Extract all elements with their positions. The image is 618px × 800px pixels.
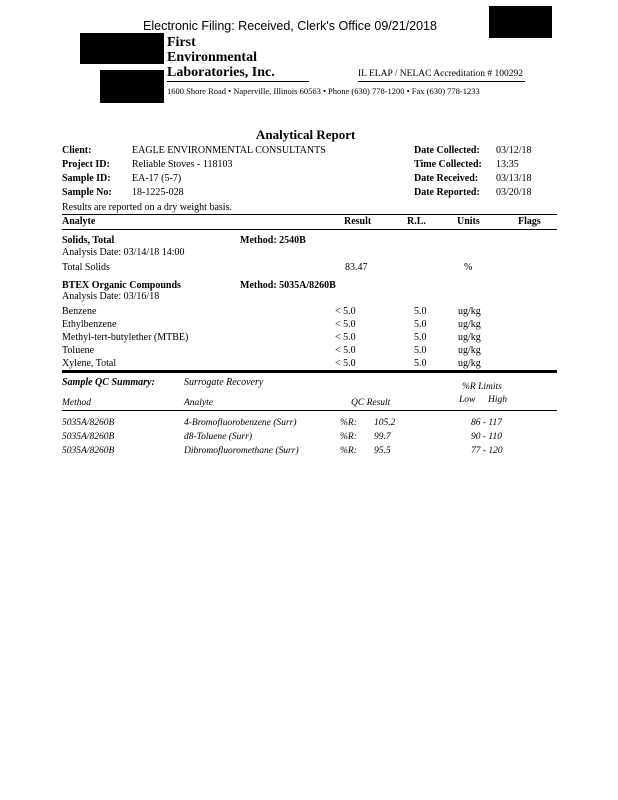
date-received-value: 03/13/18 [496,173,532,184]
lab-name-line1: First [167,35,196,50]
qc-result-header: QC Result [351,398,391,408]
date-received-label: Date Received: [414,173,479,184]
thick-divider [62,370,557,373]
section-title-solids: Solids, Total [62,235,115,246]
redaction-box [489,6,552,38]
redaction-box [100,70,164,103]
qc-row-value: 105.2 [374,418,396,428]
date-collected-label: Date Collected: [414,145,480,156]
time-collected-label: Time Collected: [414,159,482,170]
basis-note: Results are reported on a dry weight basis. [62,202,232,213]
qc-row-limits: 86 - 117 [471,418,502,428]
row-total-solids-units: % [464,262,473,273]
lab-underline [167,81,309,82]
redaction-box [80,33,164,64]
divider [62,410,557,411]
col-header-result: Result [344,216,372,227]
analysis-date-solids: Analysis Date: 03/14/18 14:00 [62,247,185,258]
qc-row-limits: 90 - 110 [471,432,502,442]
limits-low-label: Low [459,395,476,405]
qc-row-pr-label: %R: [340,446,357,456]
section-title-btex: BTEX Organic Compounds [62,280,181,291]
limits-high-label: High [488,395,507,405]
btex-row-name: Toluene [62,345,95,356]
qc-row-analyte: 4-Bromofluorobenzene (Surr) [184,418,297,428]
btex-row-rl: 5.0 [414,306,427,317]
btex-row-units: ug/kg [458,306,481,317]
col-header-rl: R.L. [407,216,426,227]
qc-row-value: 95.5 [374,446,391,456]
btex-row-result: < 5.0 [335,358,356,369]
qc-row-pr-label: %R: [340,432,357,442]
date-reported-label: Date Reported: [414,187,480,198]
sample-no-value: 18-1225-028 [132,187,184,198]
btex-row-name: Xylene, Total [62,358,117,369]
btex-row-result: < 5.0 [335,332,356,343]
client-label: Client: [62,145,92,156]
qc-row-limits: 77 - 120 [471,446,503,456]
qc-analyte-header: Analyte [184,398,214,408]
divider [62,229,557,230]
btex-row-units: ug/kg [458,345,481,356]
lab-name-line2: Environmental [167,50,257,65]
qc-row-method: 5035A/8260B [62,446,115,456]
qc-row-method: 5035A/8260B [62,418,115,428]
accreditation-underline [358,81,525,82]
accreditation: IL ELAP / NELAC Accreditation # 100292 [358,69,523,79]
lab-address: 1600 Shore Road • Naperville, Illinois 60563 • Phone (630) 778-1200 • Fax (630) 778-1233 [167,86,480,96]
row-total-solids-name: Total Solids [62,262,110,273]
time-collected-value: 13:35 [496,159,519,170]
sample-id-label: Sample ID: [62,173,111,184]
btex-row-result: < 5.0 [335,345,356,356]
limits-label: %R Limits [462,382,502,392]
col-header-units: Units [457,216,480,227]
surrogate-recovery-label: Surrogate Recovery [184,377,264,388]
client-value: EAGLE ENVIRONMENTAL CONSULTANTS [132,145,326,156]
btex-row-units: ug/kg [458,358,481,369]
btex-row-units: ug/kg [458,332,481,343]
qc-row-analyte: Dibromofluoromethane (Surr) [184,446,299,456]
btex-row-name: Ethylbenzene [62,319,117,330]
date-collected-value: 03/12/18 [496,145,532,156]
qc-row-pr-label: %R: [340,418,357,428]
section-method-solids: Method: 2540B [240,235,306,246]
qc-row-method: 5035A/8260B [62,432,115,442]
col-header-analyte: Analyte [62,216,96,227]
sample-id-value: EA-17 (5-7) [132,173,182,184]
project-value: Reliable Stoves - 118103 [132,159,233,170]
divider [62,214,557,215]
qc-row-value: 99.7 [374,432,391,442]
btex-row-result: < 5.0 [335,319,356,330]
sample-no-label: Sample No: [62,187,112,198]
analysis-date-btex: Analysis Date: 03/16/18 [62,291,160,302]
btex-row-units: ug/kg [458,319,481,330]
col-header-flags: Flags [518,216,541,227]
btex-row-rl: 5.0 [414,332,427,343]
btex-row-result: < 5.0 [335,306,356,317]
btex-row-rl: 5.0 [414,345,427,356]
btex-row-rl: 5.0 [414,358,427,369]
lab-name-line3: Laboratories, Inc. [167,65,275,80]
filing-stamp: Electronic Filing: Received, Clerk's Office 09/21/2018 [143,19,437,33]
qc-summary-label: Sample QC Summary: [62,377,155,388]
report-title: Analytical Report [256,127,356,142]
btex-row-rl: 5.0 [414,319,427,330]
project-label: Project ID: [62,159,110,170]
btex-row-name: Benzene [62,306,97,317]
section-method-btex: Method: 5035A/8260B [240,280,336,291]
qc-method-header: Method [62,398,92,408]
qc-row-analyte: d8-Toluene (Surr) [184,432,252,442]
btex-row-name: Methyl-tert-butylether (MTBE) [62,332,189,343]
row-total-solids-result: 83.47 [345,262,368,273]
date-reported-value: 03/20/18 [496,187,532,198]
